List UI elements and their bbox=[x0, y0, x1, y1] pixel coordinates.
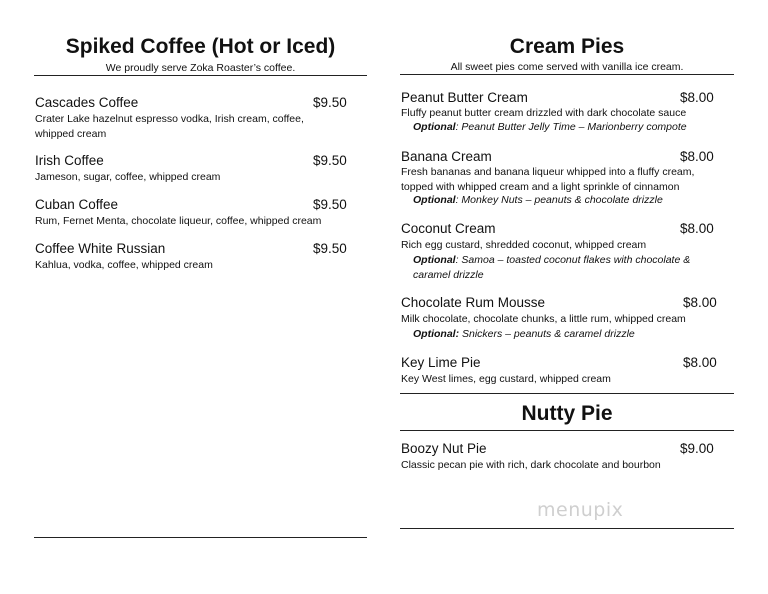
optional-label: Optional bbox=[413, 254, 456, 266]
menu-item-price: $8.00 bbox=[683, 295, 717, 310]
right-mid-divider bbox=[400, 393, 734, 394]
menu-item-description: Kahlua, vodka, coffee, whipped cream bbox=[35, 259, 213, 271]
menu-item-name: Chocolate Rum Mousse bbox=[401, 295, 546, 310]
menu-item-description: Key West limes, egg custard, whipped cream bbox=[401, 373, 611, 385]
menu-item-description: Crater Lake hazelnut espresso vodka, Irish cream, coffee, whipped cream bbox=[35, 113, 304, 140]
menu-item-name: Cascades Coffee bbox=[35, 95, 139, 110]
menu-item-price: $9.50 bbox=[313, 197, 347, 212]
cream-pies-title: Cream Pies bbox=[509, 35, 625, 58]
menu-item-price: $9.50 bbox=[313, 241, 347, 256]
menu-item-optional bbox=[413, 193, 733, 208]
menu-item-name: Boozy Nut Pie bbox=[401, 441, 487, 456]
right-bottom-divider bbox=[400, 528, 734, 529]
left-bottom-divider bbox=[34, 537, 367, 538]
menu-item-name: Key Lime Pie bbox=[401, 355, 481, 370]
menu-item-price: $9.00 bbox=[680, 441, 714, 456]
nutty-pie-title: Nutty Pie bbox=[521, 402, 613, 425]
menu-item-description: Fresh bananas and banana liqueur whipped into a fluffy cream, topped with whipped cream and a light sprinkle of cinnamon bbox=[401, 166, 695, 193]
menu-item-name: Peanut Butter Cream bbox=[401, 90, 528, 105]
menu-item-description: Jameson, sugar, coffee, whipped cream bbox=[35, 171, 221, 183]
optional-text: : Peanut Butter Jelly Time – Marionberry compote bbox=[455, 121, 687, 133]
menu-item-price: $8.00 bbox=[680, 149, 714, 164]
menu-item-optional bbox=[413, 253, 713, 282]
menu-item-name: Irish Coffee bbox=[35, 153, 104, 168]
cream-pies-subtitle: All sweet pies come served with vanilla ice cream. bbox=[450, 61, 684, 73]
menu-item-description: Fluffy peanut butter cream drizzled with dark chocolate sauce bbox=[401, 107, 687, 119]
menu-item-description: Milk chocolate, chocolate chunks, a little rum, whipped cream bbox=[401, 313, 686, 325]
menu-item-price: $8.00 bbox=[680, 221, 714, 236]
menupix-watermark: menupix bbox=[537, 499, 624, 521]
optional-label: Optional: bbox=[413, 328, 460, 340]
menu-item-name: Cuban Coffee bbox=[35, 197, 119, 212]
menu-item-name: Coconut Cream bbox=[401, 221, 496, 236]
menu-item-price: $8.00 bbox=[683, 355, 717, 370]
optional-text: : Monkey Nuts – peanuts & chocolate drizzle bbox=[455, 194, 663, 206]
menu-item-name: Banana Cream bbox=[401, 149, 492, 164]
nutty-pie-divider bbox=[400, 430, 734, 431]
right-top-divider bbox=[400, 74, 734, 75]
menu-item-optional bbox=[413, 327, 733, 342]
menu-item-description: Rich egg custard, shredded coconut, whipped cream bbox=[401, 239, 647, 251]
left-top-divider bbox=[34, 75, 367, 76]
menu-item-description: Classic pecan pie with rich, dark chocolate and bourbon bbox=[401, 459, 661, 471]
optional-label: Optional bbox=[413, 121, 456, 133]
optional-label: Optional bbox=[413, 194, 456, 206]
menu-item-description: Rum, Fernet Menta, chocolate liqueur, coffee, whipped cream bbox=[35, 215, 322, 227]
menu-item-price: $9.50 bbox=[313, 95, 347, 110]
menu-item-optional bbox=[413, 120, 733, 135]
optional-text: : Samoa – toasted coconut flakes with chocolate & caramel drizzle bbox=[413, 254, 691, 281]
menu-item-name: Coffee White Russian bbox=[35, 241, 166, 256]
menu-item-price: $8.00 bbox=[680, 90, 714, 105]
optional-text: Snickers – peanuts & caramel drizzle bbox=[459, 328, 635, 340]
menu-item-price: $9.50 bbox=[313, 153, 347, 168]
spiked-coffee-title: Spiked Coffee (Hot or Iced) bbox=[65, 35, 336, 58]
spiked-coffee-subtitle: We proudly serve Zoka Roaster’s coffee. bbox=[105, 62, 296, 74]
